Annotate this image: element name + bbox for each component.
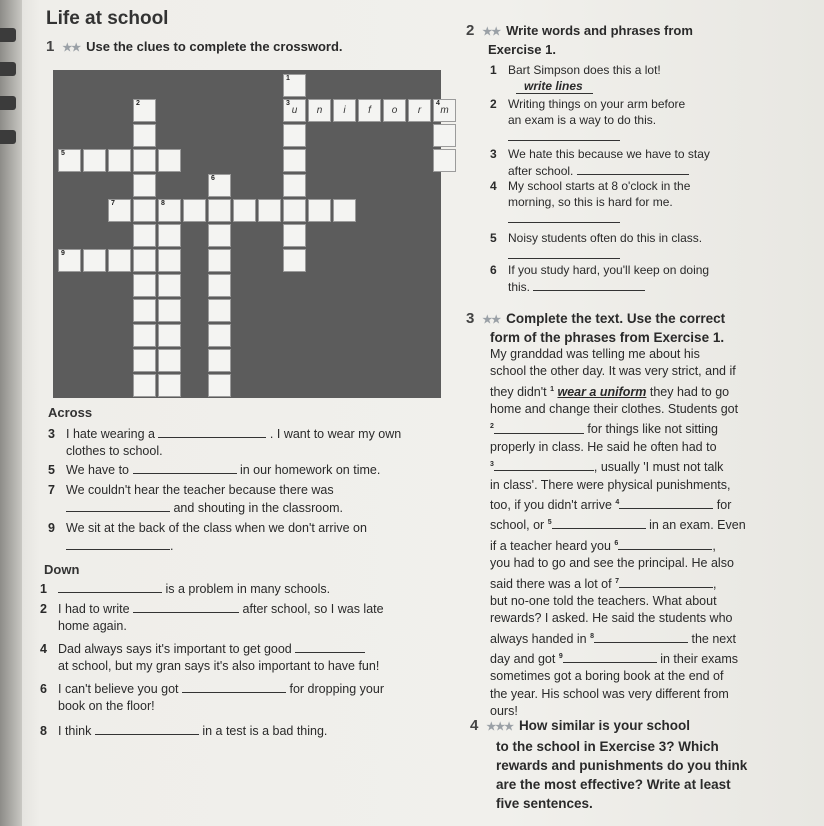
crossword-cell[interactable] <box>133 274 156 297</box>
crossword-cell[interactable] <box>433 99 456 122</box>
clue-number: 7 <box>111 200 115 207</box>
clue-number: 1 <box>286 75 290 82</box>
crossword-cell[interactable] <box>208 249 231 272</box>
ex2-item-1: 1 Bart Simpson does this a lot! write lines <box>490 63 661 93</box>
ex2-item-3: 3 We hate this because we have to stay after school. <box>490 147 710 178</box>
crossword-cell[interactable] <box>208 224 231 247</box>
answer-blank[interactable] <box>494 458 594 471</box>
crossword-cell[interactable] <box>158 149 181 172</box>
crossword-cell[interactable] <box>133 224 156 247</box>
cell-letter: r <box>417 105 422 116</box>
crossword-cell[interactable] <box>283 249 306 272</box>
crossword-cell[interactable] <box>83 149 106 172</box>
exercise-3-title: 3 ★★ Complete the text. Use the correct form of the phrases from Exercise 1. <box>466 310 726 345</box>
crossword-cell[interactable] <box>208 299 231 322</box>
crossword-cell[interactable] <box>158 249 181 272</box>
answer-blank[interactable] <box>295 640 365 653</box>
crossword-cell[interactable] <box>133 249 156 272</box>
answer-blank[interactable] <box>619 575 713 588</box>
crossword-cell[interactable] <box>133 299 156 322</box>
crossword-cell[interactable] <box>283 174 306 197</box>
crossword-cell[interactable] <box>108 249 131 272</box>
unit-title: Life at school <box>46 8 169 29</box>
ex2-item-2: 2 Writing things on your arm before an exam is a way to do this. <box>490 96 750 145</box>
answer-example: write lines <box>516 79 593 94</box>
clue-number: 6 <box>211 175 215 182</box>
crossword-cell[interactable] <box>208 199 231 222</box>
crossword-grid <box>53 70 449 398</box>
crossword-cell[interactable] <box>433 124 456 147</box>
answer-example: wear a uniform <box>557 384 647 399</box>
crossword-cell[interactable] <box>158 374 181 397</box>
crossword-cell[interactable] <box>283 124 306 147</box>
crossword-cell[interactable] <box>158 299 181 322</box>
crossword-cell[interactable] <box>58 149 81 172</box>
answer-blank[interactable] <box>577 162 689 175</box>
answer-blank[interactable] <box>133 461 237 474</box>
answer-blank[interactable] <box>95 722 199 735</box>
difficulty-stars: ★★ <box>62 42 81 54</box>
crossword-cell[interactable] <box>183 199 206 222</box>
crossword-cell[interactable] <box>208 349 231 372</box>
answer-blank[interactable] <box>133 600 239 613</box>
crossword-cell[interactable] <box>283 224 306 247</box>
ex2-item-5: 5 Noisy students often do this in class. <box>490 230 750 263</box>
crossword-cell[interactable] <box>258 199 281 222</box>
crossword-cell[interactable] <box>308 199 331 222</box>
crossword-cell[interactable] <box>158 274 181 297</box>
answer-blank[interactable] <box>182 680 286 693</box>
crossword-cell[interactable] <box>358 99 381 122</box>
book-spine <box>0 0 22 826</box>
crossword-cell[interactable] <box>158 324 181 347</box>
crossword-cell[interactable] <box>383 99 406 122</box>
across-clue-3: 3 I hate wearing a . I want to wear my own clothes to school. <box>48 427 402 458</box>
crossword-cell[interactable] <box>208 274 231 297</box>
clue-number: 4 <box>436 100 440 107</box>
cell-letter: n <box>316 105 323 116</box>
down-heading: Down <box>44 562 80 577</box>
crossword-cell[interactable] <box>283 99 306 122</box>
answer-blank[interactable] <box>508 210 620 223</box>
crossword-cell[interactable] <box>133 199 156 222</box>
clue-number: 2 <box>136 100 140 107</box>
crossword-cell[interactable] <box>283 149 306 172</box>
answer-blank[interactable] <box>508 246 620 259</box>
exercise-4-prompt: 4 ★★★ How similar is your school to the school in Exercise 3? Which rewards and punishments do you think are the most effective? Write at least five sentences. <box>470 717 748 811</box>
crossword-cell[interactable] <box>333 199 356 222</box>
clue-number: 9 <box>61 250 65 257</box>
crossword-cell[interactable] <box>208 374 231 397</box>
crossword-cell[interactable] <box>208 174 231 197</box>
crossword-cell[interactable] <box>433 149 456 172</box>
crossword-cell[interactable] <box>308 99 331 122</box>
cell-letter: m <box>440 105 449 116</box>
crossword-cell[interactable] <box>233 199 256 222</box>
crossword-cell[interactable] <box>283 199 306 222</box>
answer-blank[interactable] <box>619 496 713 509</box>
crossword-cell[interactable] <box>133 374 156 397</box>
exercise-number: 1 <box>46 38 55 55</box>
crossword-cell[interactable] <box>133 149 156 172</box>
cell-letter: o <box>391 105 398 116</box>
exercise-3-text: My granddad was telling me about his school the other day. It was very strict, and if they didn't $^1$ wear a uniform they had to go home and change their clothes. Students got $^2$ for things like not sitting properly in class. He said he often had to $^3$ , usually 'I must not talk in class'. There were physical punishments, too, if you didn't arrive $^4$ for school, or $^5$ in an exam. Even if a teacher heard you $^6$ , you had to go and see the principal. He also said there was a lot of $^7$ , but no-one told the teachers. What about rewards? I asked. He said the students who always handed in $^8$ the next day and got $^9$ in their exams sometimes got a boring book at the end of the year. His school was very different from ours! <box>490 347 746 719</box>
exercise-instruction: Use the clues to complete the crossword. <box>86 39 343 54</box>
crossword-cell[interactable] <box>83 249 106 272</box>
across-heading: Across <box>48 405 93 420</box>
crossword-cell[interactable] <box>408 99 431 122</box>
crossword-cell[interactable] <box>133 124 156 147</box>
crossword-cell[interactable] <box>158 349 181 372</box>
cell-letter: f <box>368 105 371 116</box>
page-tab <box>0 62 16 76</box>
cell-letter: u <box>291 105 298 116</box>
across-clue-7: 7 We couldn't hear the teacher because there was and shouting in the classroom. <box>48 483 344 515</box>
crossword-cell[interactable] <box>333 99 356 122</box>
page-tab <box>0 96 16 110</box>
answer-blank[interactable] <box>563 650 657 663</box>
page-tab <box>0 130 16 144</box>
answer-blank[interactable] <box>58 580 162 593</box>
crossword-cell[interactable] <box>158 199 181 222</box>
answer-blank[interactable] <box>508 128 620 141</box>
ex2-item-4: 4 My school starts at 8 o'clock in the morning, so this is hard for me. <box>490 178 750 227</box>
answer-blank[interactable] <box>533 278 645 291</box>
crossword-cell[interactable] <box>158 224 181 247</box>
answer-blank[interactable] <box>618 537 712 550</box>
down-clue-2: 2 I had to write after school, so I was late home again. <box>40 602 384 633</box>
answer-blank[interactable] <box>66 499 170 512</box>
across-clue-5: 5 We have to in our homework on time. <box>48 463 381 477</box>
cell-letter: i <box>343 105 346 116</box>
answer-blank[interactable] <box>158 425 266 438</box>
clue-number: 3 <box>286 100 290 107</box>
exercise-1-title <box>46 38 343 57</box>
exercise-2-title: 2 ★★ Write words and phrases from Exercise 1. <box>466 22 693 57</box>
crossword-cell[interactable] <box>133 99 156 122</box>
crossword-cell[interactable] <box>108 149 131 172</box>
page-tab <box>0 28 16 42</box>
crossword-cell[interactable] <box>108 199 131 222</box>
crossword-cell[interactable] <box>133 349 156 372</box>
down-clue-8: 8 I think in a test is a bad thing. <box>40 724 328 738</box>
crossword-cell[interactable] <box>58 249 81 272</box>
answer-blank[interactable] <box>552 516 646 529</box>
crossword-cell[interactable] <box>283 74 306 97</box>
down-clue-6: 6 I can't believe you got for dropping your book on the floor! <box>40 682 385 713</box>
answer-blank[interactable] <box>594 630 688 643</box>
ex2-item-6: 6 If you study hard, you'll keep on doing this. <box>490 263 710 294</box>
clue-number: 8 <box>161 200 165 207</box>
clue-number: 5 <box>61 150 65 157</box>
answer-blank[interactable] <box>494 421 584 434</box>
crossword-cell[interactable] <box>208 324 231 347</box>
answer-blank[interactable] <box>66 537 170 550</box>
crossword-cell[interactable] <box>133 174 156 197</box>
down-clue-1: 1 is a problem in many schools. <box>40 582 331 596</box>
across-clue-9: 9 We sit at the back of the class when we don't arrive on . <box>48 521 367 553</box>
down-clue-4: 4 Dad always says it's important to get good at school, but my gran says it's also important to have fun! <box>40 642 380 673</box>
crossword-cell[interactable] <box>133 324 156 347</box>
